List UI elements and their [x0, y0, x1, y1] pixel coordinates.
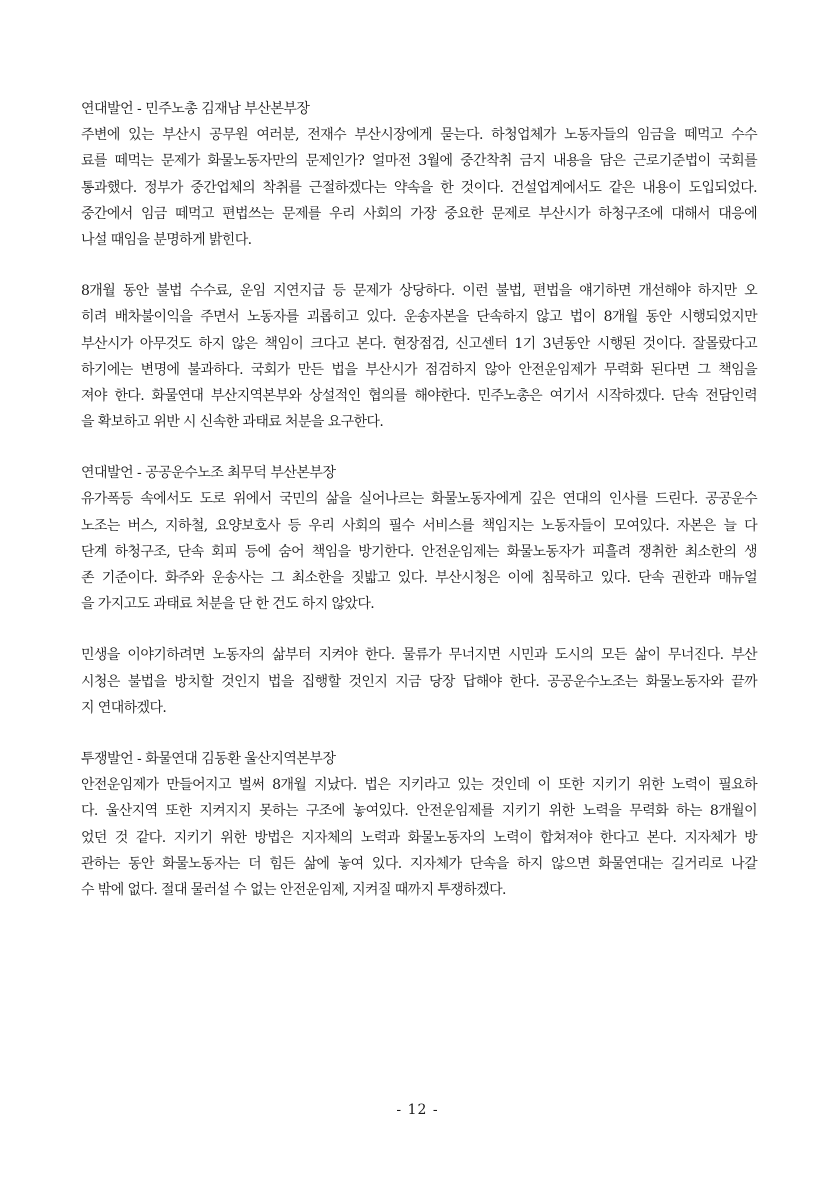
paragraph-line: 8개월 동안 불법 수수료, 운임 지연지급 등 문제가 상당하다. 이런 불법, 편법을 얘기하면 개선해야 하지만 오: [81, 283, 757, 300]
section-public-transport-union-speech-continued: [81, 642, 757, 721]
paragraph-line: 주변에 있는 부산시 공무원 여러분, 전재수 부산시장에게 묻는다. 하청업체가 노동자들의 임금을 떼먹고 수수: [81, 127, 757, 144]
paragraph-line: 유가폭등 속에서도 도로 위에서 국민의 삶을 실어나르는 화물노동자에게 깊은 연대의 인사를 드린다. 공공운수: [81, 491, 757, 508]
paragraph-line: 하기에는 변명에 불과하다. 국회가 만든 법을 부산시가 점검하지 않아 안전운임제가 무력화 된다면 그 책임을: [81, 361, 757, 378]
paragraph-line: 나설 때임을 분명하게 밝힌다.: [81, 231, 252, 248]
paragraph-line: 었던 것 같다. 지키기 위한 방법은 지자체의 노력과 화물노동자의 노력이 합쳐져야 한다고 본다. 지자체가 방: [81, 829, 757, 846]
paragraph-line: 다. 울산지역 또한 지켜지지 못하는 구조에 놓여있다. 안전운임제를 지키기 위한 노력을 무력화 하는 8개월이: [81, 803, 757, 820]
paragraph-line: 을 확보하고 위반 시 신속한 과태료 처분을 요구한다.: [81, 414, 384, 431]
section-kctu-speech: [81, 96, 757, 253]
paragraph-line: 지 연대하겠다.: [81, 699, 167, 716]
paragraph-line: 부산시가 아무것도 하지 않은 책임이 크다고 본다. 현장점검, 신고센터 1기 3년동안 시행된 것이다. 잘몰랐다고: [81, 335, 757, 352]
section-public-transport-union-speech: [81, 460, 757, 617]
document-body: [81, 96, 757, 928]
section-heading: 연대발언 - 민주노총 김재남 부산본부장: [81, 101, 310, 117]
paragraph-line: 단계 하청구조, 단속 회피 등에 숨어 책임을 방기한다. 안전운임제는 화물노동자가 피흘려 쟁취한 최소한의 생: [81, 543, 757, 560]
paragraph-line: 중간에서 임금 떼먹고 편법쓰는 문제를 우리 사회의 가장 중요한 문제로 부산시가 하청구조에 대해서 대응에: [81, 205, 757, 222]
section-cargo-solidarity-speech: [81, 746, 757, 903]
paragraph-line: 료를 떼먹는 문제가 화물노동자만의 문제인가? 얼마전 3월에 중간착취 금지 내용을 담은 근로기준법이 국회를: [81, 153, 757, 170]
paragraph-line: 져야 한다. 화물연대 부산지역본부와 상설적인 협의를 해야한다. 민주노총은 여기서 시작하겠다. 단속 전담인력: [81, 387, 757, 404]
section-kctu-speech-continued: [81, 278, 757, 435]
paragraph-line: 수 밖에 없다. 절대 물러설 수 없는 안전운임제, 지켜질 때까지 투쟁하겠다.: [81, 881, 506, 898]
paragraph-line: 노조는 버스, 지하철, 요양보호사 등 우리 사회의 필수 서비스를 책임지는 노동자들이 모여있다. 자본은 늘 다: [81, 517, 757, 534]
paragraph-line: 민생을 이야기하려면 노동자의 삶부터 지켜야 한다. 물류가 무너지면 시민과 도시의 모든 삶이 무너진다. 부산: [81, 647, 757, 664]
paragraph-line: 관하는 동안 화물노동자는 더 힘든 삶에 놓여 있다. 지자체가 단속을 하지 않으면 화물연대는 길거리로 나갈: [81, 855, 757, 872]
paragraph-line: 통과했다. 정부가 중간업체의 착취를 근절하겠다는 약속을 한 것이다. 건설업계에서도 같은 내용이 도입되었다.: [81, 179, 757, 196]
section-heading: 연대발언 - 공공운수노조 최무덕 부산본부장: [81, 465, 336, 482]
page-number: - 12 -: [396, 1102, 439, 1118]
paragraph-line: 시청은 불법을 방치할 것인지 법을 집행할 것인지 지금 당장 답해야 한다. 공공운수노조는 화물노동자와 끝까: [81, 673, 757, 690]
paragraph-line: 존 기준이다. 화주와 운송사는 그 최소한을 짓밟고 있다. 부산시청은 이에 침묵하고 있다. 단속 권한과 매뉴얼: [81, 570, 757, 586]
paragraph-line: 히려 배차불이익을 주면서 노동자를 괴롭히고 있다. 운송자본을 단속하지 않고 법이 8개월 동안 시행되었지만: [81, 309, 757, 326]
paragraph-line: 안전운임제가 만들어지고 벌써 8개월 지났다. 법은 지키라고 있는 것인데 이 또한 지키기 위한 노력이 필요하: [81, 777, 757, 794]
paragraph-line: 을 가지고도 과태료 처분을 단 한 건도 하지 않았다.: [81, 596, 375, 613]
section-heading: 투쟁발언 - 화물연대 김동환 울산지역본부장: [81, 750, 336, 767]
